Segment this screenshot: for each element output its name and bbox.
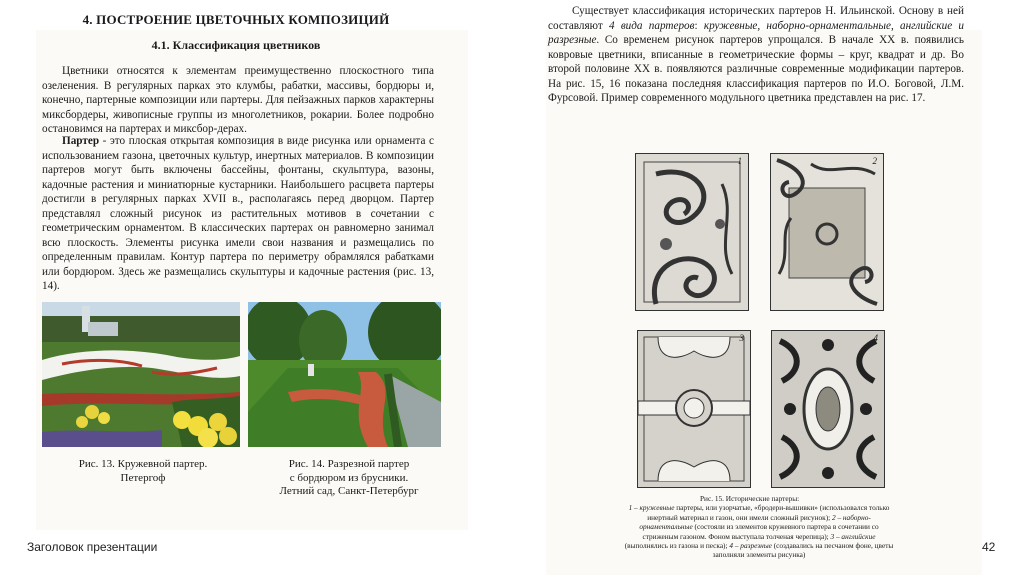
figure15-item4-type: 4 – разрезные	[729, 541, 772, 551]
section-title: 4.1. Классификация цветников	[151, 38, 321, 52]
parterre-drawing-english	[637, 330, 751, 488]
figure15-item3-desc: (выполнялись из газона и песка);	[624, 541, 728, 551]
figure14-caption-line1: Рис. 14. Разрезной партер	[288, 458, 410, 470]
classification-text-e: . Со временем рисунок партеров упрощался. В начале XX в. появились ковровые цветники, вписанные в геометрические формы – круг, квадрат и др. Во второй половине XX в. появляются различные современные модификации партеров. На рис. 15, 16 показана последняя классификация партеров по И.О. Боговой, Л.М. Фурсовой. Пример современного модульного цветника представлен на рис. 17.	[548, 34, 964, 104]
figure15-item3-type: 3 – английские	[830, 531, 876, 541]
figure14-caption-line2: с бордюром из брусники.	[289, 471, 409, 484]
classification-text-b: 4 вида партеров	[609, 19, 695, 32]
figure13-caption-line2: Петергоф	[120, 471, 166, 484]
figure15-item1-desc: партеры, или узорчатые, «бродери-вышивки» (использовался только инертный материал и газон, они имели сложный рисунок);	[647, 503, 890, 522]
paragraph-parterre	[42, 134, 434, 294]
classification-text-c: :	[694, 19, 704, 32]
figure15-item1-type: 1 – кружевные	[628, 503, 675, 513]
presentation-title: Заголовок презентации	[27, 540, 158, 554]
figure15-item2-type: 2 – наборно-орнаментальные	[639, 512, 871, 532]
classification-text-d: кружевные, наборно-орнаментальные, английские и разрезные	[548, 19, 964, 46]
photo-lace-parterre-peterhof	[42, 302, 240, 447]
figure15-caption	[624, 494, 894, 560]
figure13-caption-line1: Рис. 13. Кружевной партер.	[78, 458, 208, 470]
figure14-caption-line3: Летний сад, Санкт-Петербург	[279, 485, 419, 497]
parterre-drawing-ornamental	[770, 153, 884, 311]
pattern-number-3: 3	[739, 333, 744, 343]
slide-page-number: 42	[982, 540, 996, 554]
pattern-number-2: 2	[872, 156, 877, 166]
parterre-definition: - это плоская открытая композиция в виде рисунка или орнамента с использованием газона, цветочных культур, инертных материалов. В композиции партеров могут быть включены бассейны, фонтаны, скульптура, вазоны, кадочные растения и миниатюрные кустарники. Наибольшего расцвета партеры достигли в регулярных парках XVII в., располагаясь перед дворцом. Партер представлял сложный рисунок из растительных мотивов в сочетании с геометрическим орнаментом. В классических партерах он равномерно занимал всю плоскость. Элементы рисунка имели свои названия и размещались по определенным правилам. Контур партера по периметру обрамлялся рабатками или бордюром. Здесь же размещались скульптуры и кадочные растения (рис. 13, 14).	[42, 135, 434, 292]
parterre-term: Партер	[62, 135, 100, 147]
classification-paragraph	[548, 4, 964, 106]
parterre-drawing-cut	[771, 330, 885, 488]
photo-cut-parterre-summer-garden	[248, 302, 441, 447]
classification-text-a: Существует классификация исторических партеров Н. Ильинской. Основу в ней составляют	[548, 5, 964, 32]
pattern-number-1: 1	[737, 156, 742, 166]
figure13-caption	[48, 458, 238, 485]
figure14-caption	[254, 458, 444, 499]
paragraph-flowerbeds: Цветники относятся к элементам преимущественно плоскостного типа озеленения. В регулярных парках это клумбы, рабатки, массивы, бордюры и, конечно, партерные композиции или партеры. Для пейзажных парков характерны миксбордеры, живописные группы из многолетников, рокарии. Более подробно остановимся на партерах и миксбор-дерах.	[42, 65, 434, 135]
figure15-item4-desc: (создавались на песчаном фоне, цветы заполняли элементы рисунка)	[712, 541, 894, 560]
figure15-item2-desc: (состояли из элементов кружевного партера в сочетании со стриженым газоном. Фоном выступала толченая черепица);	[642, 522, 879, 541]
parterre-drawing-lace	[635, 153, 749, 311]
chapter-title: 4. ПОСТРОЕНИЕ ЦВЕТОЧНЫХ КОМПОЗИЦИЙ	[82, 12, 390, 27]
figure15-title: Рис. 15. Исторические партеры:	[700, 494, 800, 503]
pattern-number-4: 4	[873, 333, 878, 343]
